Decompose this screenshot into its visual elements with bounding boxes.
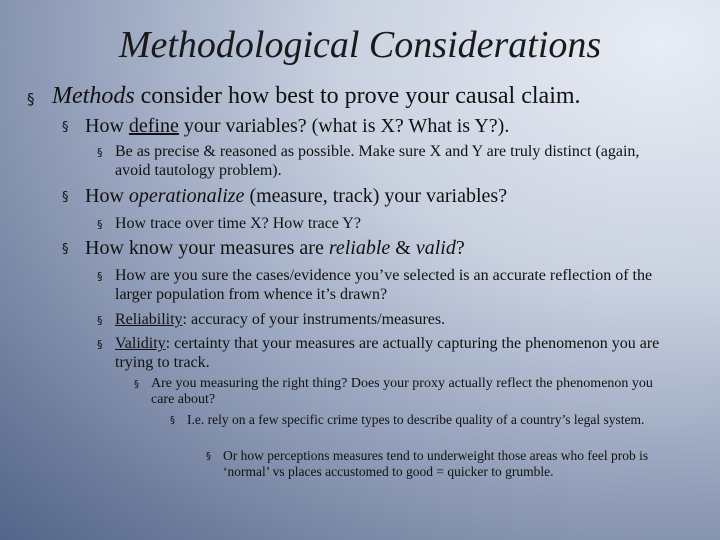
bullet-icon: §	[134, 379, 139, 390]
bullet-text: How trace over time X? How trace Y?	[115, 215, 361, 232]
bullet-item-level-1	[27, 82, 692, 110]
bullet-icon: §	[206, 451, 211, 462]
bullet-text: Be as precise & reasoned as possible. Make sure X and Y are truly distinct (again, avoid tautology problem).	[115, 143, 640, 179]
bullet-text: define	[128, 115, 179, 137]
bullet-icon: §	[170, 415, 175, 426]
bullet-item-level-3	[97, 310, 675, 329]
bullet-icon: §	[97, 270, 103, 283]
bullet-text: Are you measuring the right thing? Does your proxy actually reflect the phenomenon you care about?	[151, 376, 653, 407]
bullet-item-level-2	[62, 236, 685, 260]
bullet-item-level-5	[170, 412, 687, 428]
bullet-text: valid	[415, 237, 456, 259]
bullet-text: consider how best to prove your causal claim.	[134, 83, 581, 109]
bullet-item-level-4	[134, 376, 671, 408]
bullet-item-level-3	[97, 142, 675, 180]
bullet-item-level-3	[97, 214, 675, 233]
bullet-item-level-2	[62, 184, 685, 208]
bullet-text: : accuracy of your instruments/measures.	[182, 311, 446, 328]
bullet-icon: §	[97, 218, 103, 231]
bullet-text: I.e. rely on a few specific crime types to describe quality of a country’s legal system.	[187, 412, 645, 427]
bullet-text: reliable	[328, 237, 391, 259]
bullet-icon: §	[97, 146, 103, 159]
bullet-icon: §	[62, 190, 69, 205]
bullet-text: How	[85, 185, 129, 207]
bullet-item-level-2	[62, 114, 685, 138]
bullet-text: How are you sure the cases/evidence you’ve selected is an accurate reflection of the larger population from whence it’s drawn?	[115, 267, 653, 303]
bullet-text: Reliability	[115, 311, 183, 328]
bullet-item-level-3	[97, 266, 675, 304]
bullet-item-level-6	[206, 448, 683, 480]
bullet-item-level-3	[97, 334, 675, 372]
bullet-icon: §	[62, 120, 69, 135]
bullet-icon: §	[97, 338, 103, 351]
bullet-text: How	[85, 115, 129, 137]
bullet-text: Or how perceptions measures tend to underweight those areas who feel prob is ‘normal’ vs places accustomed to good = quicker to grumble.	[223, 448, 649, 479]
bullet-text: your variables? (what is X? What is Y?).	[178, 115, 510, 137]
slide-title: Methodological Considerations	[118, 24, 602, 66]
bullet-icon: §	[62, 242, 69, 257]
bullet-text: operationalize	[128, 185, 245, 207]
bullet-text: ?	[455, 237, 465, 259]
bullet-text: Validity	[115, 335, 166, 352]
bullet-icon: §	[27, 90, 35, 108]
bullet-text: &	[390, 237, 416, 259]
bullet-text: Methods	[52, 83, 135, 109]
bullet-text: : certainty that your measures are actually capturing the phenomenon you are trying to track.	[115, 335, 660, 371]
bullet-text: (measure, track) your variables?	[244, 185, 508, 207]
bullet-icon: §	[97, 314, 103, 327]
bullet-text: How know your measures are	[85, 237, 329, 259]
